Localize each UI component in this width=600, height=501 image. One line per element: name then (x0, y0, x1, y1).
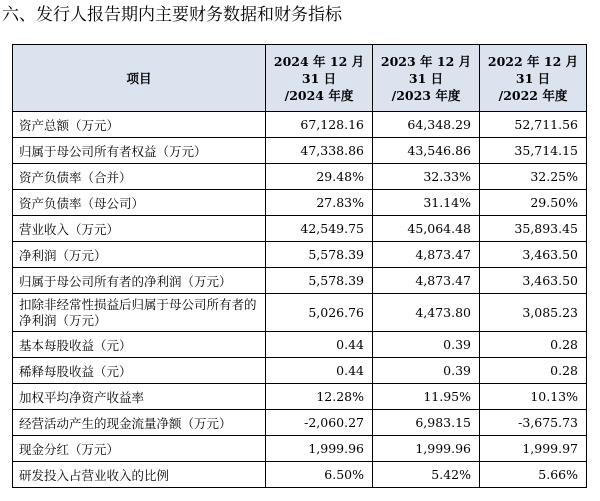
table-row (13, 332, 587, 358)
value-2024: 6.50% (266, 462, 373, 488)
value-2024: 29.48% (266, 164, 373, 190)
value-2023: 6,983.15 (373, 410, 480, 436)
value-2022: -3,675.73 (480, 410, 587, 436)
header-2022-line2: 31 日 (515, 70, 551, 86)
value-2022: 32.25% (480, 164, 587, 190)
value-2024: 27.83% (266, 190, 373, 216)
row-label: 资产负债率（母公司） (13, 190, 266, 216)
value-2022: 5.66% (480, 462, 587, 488)
table-row (13, 294, 587, 332)
table-row (13, 410, 587, 436)
row-label: 净利润（万元） (13, 242, 266, 268)
value-2023: 4,873.47 (373, 268, 480, 294)
value-2022: 35,893.45 (480, 216, 587, 242)
table-row (13, 268, 587, 294)
value-2023: 4,873.47 (373, 242, 480, 268)
table-row (13, 462, 587, 488)
value-2023: 4,473.80 (373, 294, 480, 332)
row-label: 营业收入（万元） (13, 216, 266, 242)
value-2023: 43,546.86 (373, 138, 480, 164)
table-row (13, 384, 587, 410)
section-heading: 六、发行人报告期内主要财务数据和财务指标 (2, 5, 342, 25)
header-2022-line1: 2022 年 12 月 (487, 53, 579, 69)
value-2022: 10.13% (480, 384, 587, 410)
value-2023: 0.39 (373, 358, 480, 384)
value-2024: 1,999.96 (266, 436, 373, 462)
row-label: 加权平均净资产收益率 (13, 384, 266, 410)
value-2023: 31.14% (373, 190, 480, 216)
header-2022 (480, 45, 587, 112)
value-2024: 5,578.39 (266, 268, 373, 294)
value-2023: 45,064.48 (373, 216, 480, 242)
row-label: 现金分红（万元） (13, 436, 266, 462)
value-2022: 35,714.15 (480, 138, 587, 164)
row-label: 资产总额（万元） (13, 112, 266, 138)
value-2022: 3,085.23 (480, 294, 587, 332)
table-row (13, 242, 587, 268)
row-label: 稀释每股收益（元） (13, 358, 266, 384)
value-2022: 52,711.56 (480, 112, 587, 138)
header-item: 项目 (13, 45, 266, 112)
header-2023 (373, 45, 480, 112)
value-2023: 0.39 (373, 332, 480, 358)
financial-data-table (12, 44, 587, 488)
value-2024: 0.44 (266, 358, 373, 384)
value-2022: 3,463.50 (480, 268, 587, 294)
value-2024: 67,128.16 (266, 112, 373, 138)
value-2023: 11.95% (373, 384, 480, 410)
row-label: 资产负债率（合并） (13, 164, 266, 190)
value-2022: 1,999.97 (480, 436, 587, 462)
value-2022: 29.50% (480, 190, 587, 216)
header-2024-line1: 2024 年 12 月 (273, 53, 365, 69)
table-row (13, 112, 587, 138)
value-2024: 5,026.76 (266, 294, 373, 332)
table-row (13, 358, 587, 384)
value-2023: 64,348.29 (373, 112, 480, 138)
header-2024 (266, 45, 373, 112)
table-row (13, 164, 587, 190)
row-label: 归属于母公司所有者权益（万元） (13, 138, 266, 164)
value-2022: 0.28 (480, 332, 587, 358)
value-2024: 42,549.75 (266, 216, 373, 242)
row-label: 归属于母公司所有者的净利润（万元） (13, 268, 266, 294)
row-label: 经营活动产生的现金流量净额（万元） (13, 410, 266, 436)
value-2024: 5,578.39 (266, 242, 373, 268)
table-row (13, 216, 587, 242)
header-2022-line3: /2022 年度 (498, 87, 568, 103)
value-2024: 47,338.86 (266, 138, 373, 164)
value-2024: 0.44 (266, 332, 373, 358)
header-2024-line2: 31 日 (301, 70, 337, 86)
row-label: 基本每股收益（元） (13, 332, 266, 358)
header-2023-line1: 2023 年 12 月 (380, 53, 472, 69)
table-row (13, 138, 587, 164)
table-header-row (13, 45, 587, 112)
row-label: 扣除非经常性损益后归属于母公司所有者的净利润（万元） (13, 294, 266, 332)
row-label: 研发投入占营业收入的比例 (13, 462, 266, 488)
value-2022: 3,463.50 (480, 242, 587, 268)
value-2023: 5.42% (373, 462, 480, 488)
value-2023: 32.33% (373, 164, 480, 190)
table-row (13, 190, 587, 216)
value-2024: 12.28% (266, 384, 373, 410)
header-2023-line3: /2023 年度 (391, 87, 461, 103)
value-2023: 1,999.96 (373, 436, 480, 462)
header-2023-line2: 31 日 (408, 70, 444, 86)
table-row (13, 436, 587, 462)
value-2024: -2,060.27 (266, 410, 373, 436)
header-2024-line3: /2024 年度 (284, 87, 354, 103)
value-2022: 0.28 (480, 358, 587, 384)
